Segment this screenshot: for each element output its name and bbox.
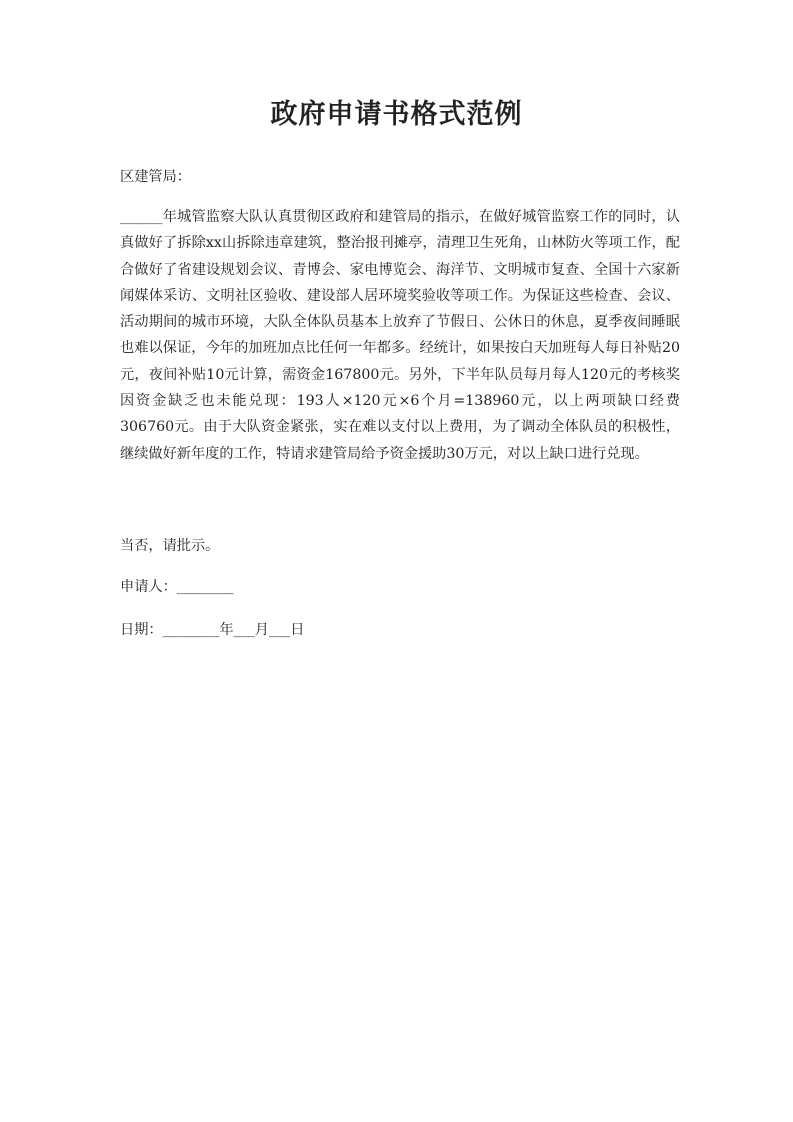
date-line: 日期：________年___月___日 bbox=[120, 622, 305, 638]
body-paragraph: ______年城管监察大队认真贯彻区政府和建管局的指示，在做好城管监察工作的同时，认真做好了拆除xx山拆除违章建筑，整治报刊摊亭，清理卫生死角，山林防火等项工作，配合做好了省建设规划会议、青博会、家电博览会、海洋节、文明城市复查、全国十六家新闻媒体采访、文明社区验收、建设部人居环境奖验收等项工作。为保证这些检查、会议、活动期间的城市环境，大队全体队员基本上放弃了节假日、公休日的休息，夏季夜间睡眠也难以保证，今年的加班加点比任何一年都多。经统计，如果按白天加班每人每日补贴20元，夜间补贴10元计算，需资金167800元。另外，下半年队员每月每人120元的考核奖因资金缺乏也未能兑现：193人×120元×6个月=138960元，以上两项缺口经费306760元。由于大队资金紧张，实在难以支付以上费用，为了调动全体队员的积极性，继续做好新年度的工作，特请求建管局给予资金援助30万元，对以上缺口进行兑现。 bbox=[120, 209, 680, 462]
document-title: 政府申请书格式范例 bbox=[270, 99, 523, 130]
salutation: 区建管局： bbox=[120, 169, 191, 185]
applicant-line: 申请人：________ bbox=[120, 579, 234, 595]
closing-line: 当否，请批示。 bbox=[120, 538, 220, 554]
